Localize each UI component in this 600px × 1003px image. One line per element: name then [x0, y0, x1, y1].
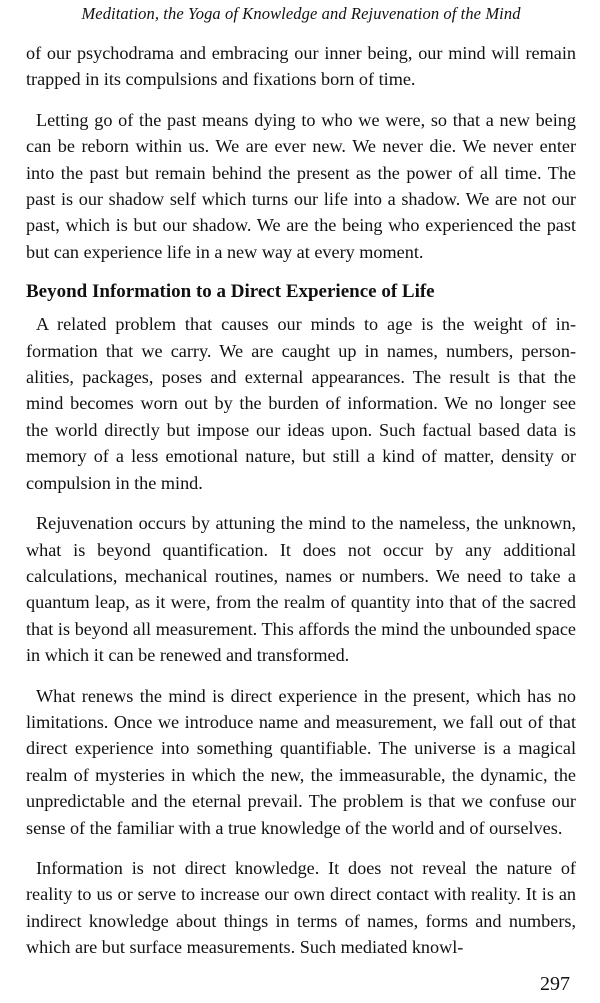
paragraph: Letting go of the past means dying to who we were, so that a new being can be reborn within us. We are ever new. We never die. We never enter into the past but remain behind the present as the power of all time. The past is our shadow self which turns our life into a shadow. We are not our past, which is but our shadow. We are the being who experienced the past but can experience life in a new way at every moment. [26, 109, 576, 262]
page-number: 297 [540, 973, 570, 995]
body-text [26, 40, 576, 961]
section-heading: Beyond Information to a Direct Experience of Life [26, 281, 435, 303]
paragraph: Rejuvenation occurs by attuning the mind to the nameless, the unknown, what is beyond quantification. It does not occur by any additional calculations, mechanical routines, names or numbers. We need to take a quantum leap, as it were, from the realm of quantity into that of the sacred that is beyond all measurement. This affords the mind the unbounded space in which it can be renewed and transformed. [26, 513, 576, 666]
paragraph: Information is not direct knowledge. It does not reveal the nature of reality to us or serve to increase our own direct contact with reality. It is an indirect knowledge about things in terms of names, forms and numbers, which are but surface measurements. Such mediated knowl- [26, 857, 576, 958]
paragraph: What renews the mind is direct experience in the present, which has no limitations. Once we introduce name and measurement, we fall out of that direct experience into something quantifiable. The universe is a magical realm of mysteries in which the new, the immeasurable, the dynamic, the unpredictable and the eternal prevail. The problem is that we confuse our sense of the familiar with a true knowledge of the world and of ourselves. [26, 685, 576, 838]
paragraph: A related problem that causes our minds to age is the weight of information that we carry. We are caught up in names, numbers, personalities, packages, poses and external appearances. The result is that the mind becomes worn out by the burden of information. We no longer see the world directly but impose our ideas upon. Such factual based data is memory of a less emotional nature, but still a kind of matter, density or compulsion in the mind. [26, 314, 576, 493]
paragraph-continued: of our psychodrama and embracing our inner being, our mind will remain trapped in its compulsions and fixations born of time. [26, 43, 576, 90]
running-head: Meditation, the Yoga of Knowledge and Rejuvenation of the Mind [81, 4, 521, 23]
